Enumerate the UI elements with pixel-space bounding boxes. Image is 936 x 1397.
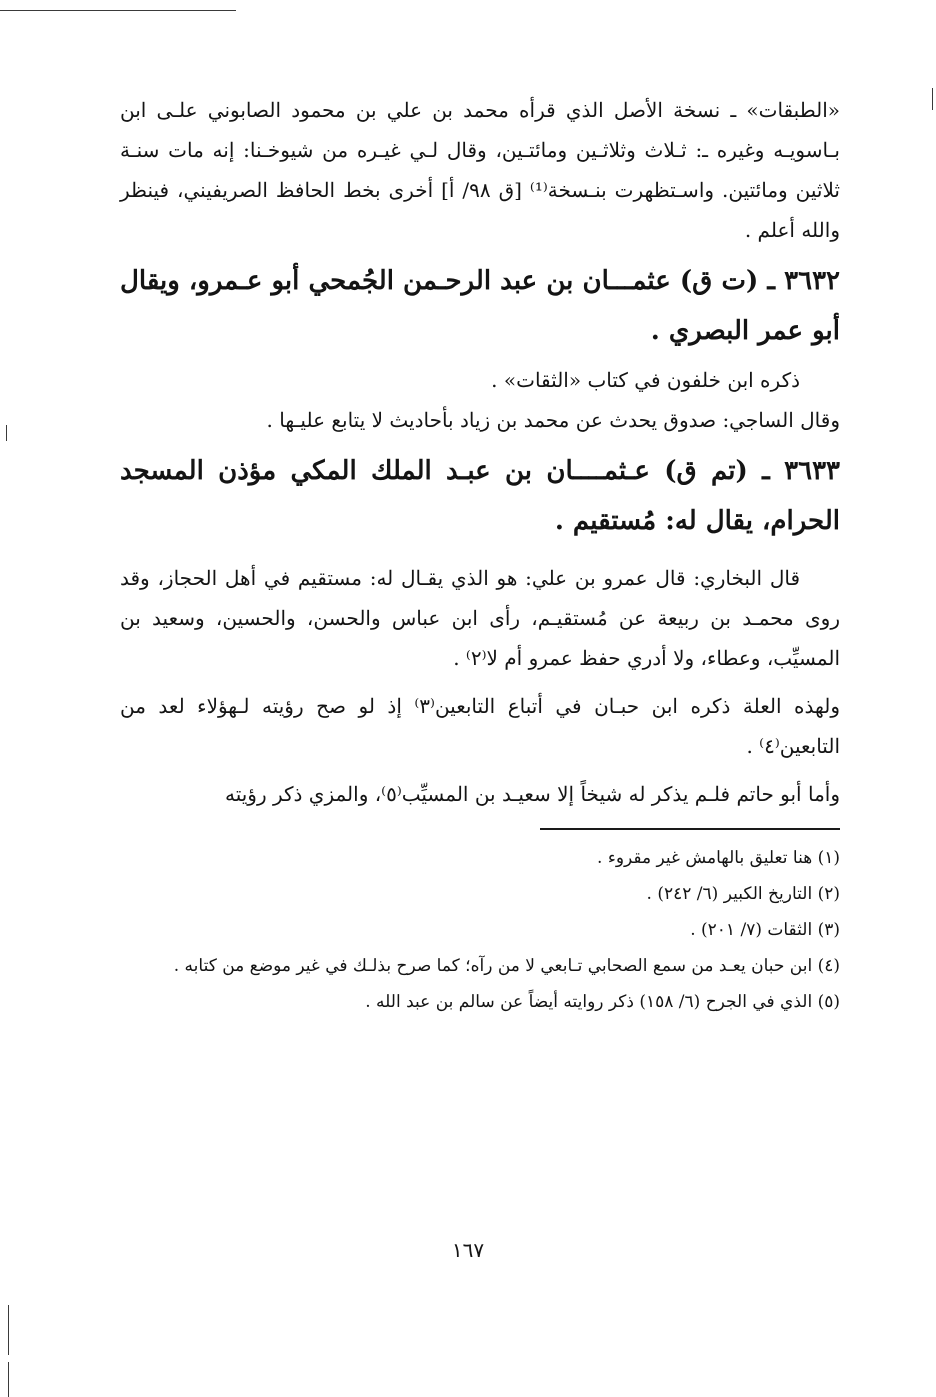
paragraph-tabaqat: «الطبقات» ـ نسخة الأصل الذي قرأه محمد بن علي بن محمود الصابوني علـى ابن بـاسويـه وغيره ـ: ثـلاث وثلاثـين ومائتـين، وقال لـي غيـره من شيوخـنا: إنه مات سنـة ثلاثين ومائتين. واسـتظهرت بنـسخة⁽¹⁾ [ق ٩٨/ أ] أخرى بخط الحافظ الصريفيني، فينظر والله أعلم .	[120, 98, 840, 242]
footnote-5: (٥) الذي في الجرح (٦/ ١٥٨) ذكر روايته أيضاً عن سالم بن عبد الله .	[365, 992, 840, 1012]
spacer	[120, 678, 840, 686]
scan-edge-bottom-left-line	[8, 1305, 9, 1355]
footnote-separator	[540, 828, 840, 830]
scan-edge-bottom-left-line-2	[8, 1362, 9, 1397]
paragraph-ibn-khalfun: ذكره ابن خلفون في كتاب «الثقات» .	[491, 368, 800, 392]
paragraph-saji: وقال الساجي: صدوق يحدث عن محمد بن زياد بأحاديث لا يتابع عليـها .	[266, 408, 840, 432]
scan-edge-left-mark	[6, 425, 7, 441]
footnote-3: (٣) الثقات (٧/ ٢٠١) .	[690, 920, 840, 940]
spacer	[120, 766, 840, 774]
paragraph-abu-hatim: وأما أبو حاتم فلـم يذكر له شيخاً إلا سعيـد بن المسيِّب⁽٥⁾، والمزي ذكر رؤيته	[224, 782, 840, 806]
entry-heading-3632: ٣٦٣٢ ـ (ت ق) عثمـــان بن عبد الرحـمن الجُمحي أبو عـمرو، ويقال أبو عمر البصري .	[120, 266, 840, 346]
spacer	[120, 550, 840, 558]
scan-edge-right-mark	[932, 88, 933, 110]
entry-heading-3633: ٣٦٣٣ ـ (تم ق) عـثمــــان بن عبـد الملك المكي مؤذن المسجد الحرام، يقال له: مُستقيم .	[120, 456, 840, 536]
footnotes	[120, 840, 840, 1020]
page-number: ١٦٧	[451, 1238, 485, 1262]
scan-edge-top-line	[0, 10, 236, 11]
footnote-4: (٤) ابن حبان يعـد من سمع الصحابي تـابعي لا من رآه؛ كما صرح بذلـك في غير موضع من كتابه .	[173, 956, 840, 976]
footnote-1: (١) هنا تعليق بالهامش غير مقروء .	[597, 848, 840, 868]
paragraph-bukhari: قال البخاري: قال عمرو بن علي: هو الذي يقـال له: مستقيم في أهل الحجاز، وقد روى محمـد بن ربيعة عن مُستقيـم، رأى ابن عباس والحسن، والحسين، وسعيد بن المسيِّب، وعطاء، ولا أدري حفظ عمرو أم لا⁽٢⁾ .	[120, 566, 840, 670]
paragraph-ibn-hibban: ولهذه العلة ذكره ابن حبـان في أتباع التابعين⁽٣⁾ إذ لو صح رؤيته لـهؤلاء لعد من التابعين⁽٤⁾ .	[120, 694, 841, 758]
footnote-2: (٢) التاريخ الكبير (٦/ ٢٤٢) .	[646, 884, 840, 904]
book-page	[120, 90, 840, 1020]
